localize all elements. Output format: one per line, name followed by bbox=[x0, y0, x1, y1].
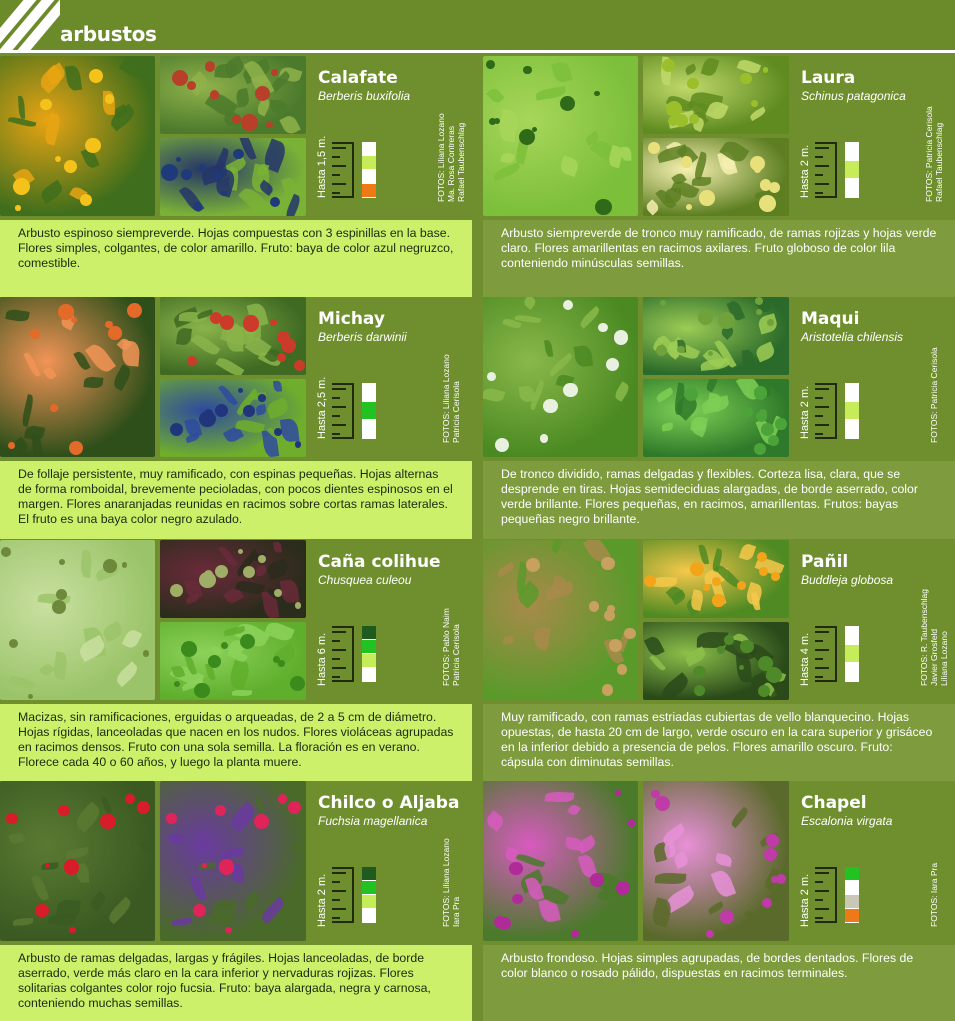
photo-credit-line: Rafael Taubenschlag bbox=[934, 122, 944, 202]
plant-photo-detail-1 bbox=[160, 56, 306, 134]
height-scale-segment bbox=[362, 654, 376, 667]
photo-credit-line: FOTOS: Liliana Lozano bbox=[441, 354, 451, 443]
photo-credit-line: FOTOS: Patricia Cerisola bbox=[924, 106, 934, 202]
height-scale-segment bbox=[845, 142, 859, 160]
plant-description: Macizas, sin ramificaciones, erguidas o arqueadas, de 2 a 5 cm de diámetro. Hojas rígidas, lanceoladas que nacen en los nudos. Flores violáceas agrupadas en racimos densos. Fruto con una sola semilla. La floración es en verano. Florece cada 40 o 60 años, y luego la planta muere. bbox=[0, 704, 472, 782]
plant-photo-detail-1 bbox=[160, 297, 306, 375]
plant-photos-panel bbox=[0, 56, 472, 220]
plant-photo-detail-2 bbox=[643, 379, 789, 457]
photo-credits bbox=[929, 347, 939, 443]
plant-scientific-name: Buddleja globosa bbox=[801, 573, 894, 587]
height-scale-segment bbox=[845, 161, 859, 179]
photo-credits bbox=[436, 113, 466, 202]
plant-info bbox=[795, 297, 955, 461]
photo-credit-line: FOTOS: Liliana Lozano bbox=[441, 838, 451, 927]
height-scale-segment bbox=[845, 626, 859, 644]
stripes-logo-icon bbox=[0, 0, 60, 52]
section-title: arbustos bbox=[60, 22, 157, 46]
plant-photo-detail-1 bbox=[643, 540, 789, 618]
plant-photo-main bbox=[483, 56, 638, 216]
plant-common-name: Calafate bbox=[318, 68, 398, 88]
height-scale-segment bbox=[362, 626, 376, 639]
height-scale-segment bbox=[362, 668, 376, 681]
height-scale-segment bbox=[362, 420, 376, 438]
plant-photo-main bbox=[0, 56, 155, 216]
height-scale-bar bbox=[845, 626, 859, 682]
section-header bbox=[0, 0, 955, 52]
height-scale-segment bbox=[362, 142, 376, 155]
photo-credit-line: Ma. Rosa Contreras bbox=[446, 125, 456, 202]
photo-credit-line: Patricia Cerisola bbox=[451, 624, 461, 686]
plant-info bbox=[312, 540, 472, 704]
plant-photo-main bbox=[0, 781, 155, 941]
plant-photos-panel bbox=[0, 781, 472, 945]
plant-photo-detail-2 bbox=[643, 622, 789, 700]
plant-scientific-name: Schinus patagonica bbox=[801, 89, 906, 103]
height-ruler-icon bbox=[815, 383, 837, 439]
plant-info bbox=[795, 56, 955, 220]
plant-photo-detail-1 bbox=[160, 540, 306, 618]
height-scale-segment bbox=[845, 179, 859, 197]
plant-scientific-name: Aristotelia chilensis bbox=[801, 330, 904, 344]
photo-credit-line: Patricia Cerisola bbox=[451, 381, 461, 443]
photo-credits bbox=[441, 838, 461, 927]
plant-info bbox=[312, 297, 472, 461]
height-ruler-icon bbox=[332, 867, 354, 923]
plant-scientific-name: Fuchsia magellanica bbox=[318, 814, 428, 828]
photo-credits bbox=[919, 589, 949, 686]
height-scale-segment bbox=[362, 640, 376, 653]
plant-common-name: Michay bbox=[318, 309, 385, 329]
plant-info bbox=[312, 781, 472, 945]
height-scale-segment bbox=[845, 881, 859, 894]
height-scale-segment bbox=[845, 645, 859, 663]
photo-credit-line: Liliana Lozano bbox=[939, 631, 949, 686]
plant-height-label: Hasta 1,5 m. bbox=[316, 135, 328, 198]
photo-credits bbox=[924, 106, 944, 202]
height-scale-bar bbox=[362, 383, 376, 439]
plant-photos-panel bbox=[483, 540, 955, 704]
height-scale-segment bbox=[362, 184, 376, 197]
height-ruler-icon bbox=[332, 626, 354, 682]
height-scale-segment bbox=[362, 881, 376, 894]
photo-credit-line: FOTOS: Iara Pra bbox=[929, 862, 939, 927]
photo-credits bbox=[441, 354, 461, 443]
plant-height-label: Hasta 4 m. bbox=[799, 632, 811, 686]
photo-credits bbox=[441, 608, 461, 686]
plant-height-label: Hasta 2 m. bbox=[799, 144, 811, 198]
height-ruler-icon bbox=[815, 142, 837, 198]
height-ruler-icon bbox=[332, 383, 354, 439]
plant-photo-detail-2 bbox=[643, 138, 789, 216]
plant-photo-main bbox=[483, 540, 638, 700]
plant-photo-main bbox=[483, 781, 638, 941]
plant-photo-main bbox=[0, 297, 155, 457]
photo-credit-line: FOTOS: Liliana Lozano bbox=[436, 113, 446, 202]
plant-common-name: Laura bbox=[801, 68, 856, 88]
plant-common-name: Maqui bbox=[801, 309, 860, 329]
plant-height-label: Hasta 2 m. bbox=[799, 873, 811, 927]
height-scale-bar bbox=[362, 867, 376, 923]
plant-info bbox=[795, 540, 955, 704]
plant-height-label: Hasta 2 m. bbox=[799, 385, 811, 439]
height-ruler-icon bbox=[815, 867, 837, 923]
plant-photo-detail-2 bbox=[160, 138, 306, 216]
height-scale-bar bbox=[845, 383, 859, 439]
height-scale-segment bbox=[845, 895, 859, 908]
plant-photo-detail-1 bbox=[643, 781, 789, 941]
plant-photo-main bbox=[0, 540, 155, 700]
plant-photo-detail-2 bbox=[160, 379, 306, 457]
height-scale-segment bbox=[362, 867, 376, 880]
height-ruler-icon bbox=[332, 142, 354, 198]
height-scale-segment bbox=[845, 402, 859, 420]
plant-photo-detail-1 bbox=[643, 56, 789, 134]
plant-photo-detail-1 bbox=[643, 297, 789, 375]
plant-description: De tronco dividido, ramas delgadas y flexibles. Corteza lisa, clara, que se desprende en tiras. Hojas semideciduas alargadas, de borde aserrado, color verde brillante. Flores pequeñas, en racimos, amarillentas. Frutos: bayas pequeñas negro brillante. bbox=[483, 461, 955, 539]
height-scale-segment bbox=[362, 156, 376, 169]
plant-info bbox=[312, 56, 472, 220]
plant-photos-panel bbox=[0, 297, 472, 461]
height-scale-segment bbox=[362, 402, 376, 420]
plant-scientific-name: Escalonia virgata bbox=[801, 814, 893, 828]
plant-description: Arbusto frondoso. Hojas simples agrupadas, de bordes dentados. Flores de color blanco o rosado pálido, dispuestas en racimos terminales. bbox=[483, 945, 955, 1021]
plant-height-label: Hasta 6 m. bbox=[316, 632, 328, 686]
plant-photos-panel bbox=[0, 540, 472, 704]
height-scale-segment bbox=[362, 383, 376, 401]
plant-height-label: Hasta 2,5 m. bbox=[316, 376, 328, 439]
plant-common-name: Caña colihue bbox=[318, 552, 441, 572]
plant-description: Arbusto siempreverde de tronco muy ramificado, de ramas rojizas y hojas verde claro. Flores amarillentas en racimos axilares. Fruto globoso de color lila conteniendo minúsculas semillas. bbox=[483, 220, 955, 298]
plant-scientific-name: Berberis darwinii bbox=[318, 330, 407, 344]
plant-description: Muy ramificado, con ramas estriadas cubiertas de vello blanquecino. Hojas opuestas, de hasta 20 cm de largo, verde oscuro en la cara superior y grisáceo en la inferior debido a presencia de pelos. Flores amarillo oscuro. Fruto: cápsula con diminutas semillas. bbox=[483, 704, 955, 782]
plant-height-label: Hasta 2 m. bbox=[316, 873, 328, 927]
photo-credit-line: Javier Grosfeld bbox=[929, 628, 939, 686]
plant-photos-panel bbox=[483, 781, 955, 945]
height-scale-bar bbox=[362, 626, 376, 682]
height-scale-bar bbox=[845, 142, 859, 198]
plant-scientific-name: Berberis buxifolia bbox=[318, 89, 411, 103]
plant-photos-panel bbox=[483, 56, 955, 220]
plant-description: Arbusto espinoso siempreverde. Hojas compuestas con 3 espinillas en la base. Flores simples, colgantes, de color amarillo. Fruto: baya de color azul negruzco, comestible. bbox=[0, 220, 472, 298]
photo-credit-line: FOTOS: Patricia Cerisola bbox=[929, 347, 939, 443]
plant-info bbox=[795, 781, 955, 945]
header-divider bbox=[0, 50, 955, 53]
plant-description: Arbusto de ramas delgadas, largas y frágiles. Hojas lanceoladas, de borde aserrado, verde más claro en la cara inferior y nervaduras rojizas. Flores solitarias colgantes color rojo fucsia. Fruto: baya alargada, negra y carnosa, conteniendo muchas semillas. bbox=[0, 945, 472, 1021]
height-scale-segment bbox=[362, 895, 376, 908]
height-scale-segment bbox=[845, 909, 859, 922]
photo-credit-line: Rafael Taubenschlag bbox=[456, 122, 466, 202]
plant-photo-detail-2 bbox=[160, 622, 306, 700]
photo-credit-line: Iara Pra bbox=[451, 896, 461, 927]
height-scale-segment bbox=[845, 420, 859, 438]
height-scale-bar bbox=[845, 867, 859, 923]
plant-common-name: Chilco o Aljaba bbox=[318, 793, 460, 813]
height-scale-segment bbox=[845, 383, 859, 401]
photo-credit-line: FOTOS: R. Taubenschlag bbox=[919, 588, 929, 686]
plant-common-name: Chapel bbox=[801, 793, 867, 813]
height-scale-segment bbox=[362, 909, 376, 922]
plant-photo-main bbox=[483, 297, 638, 457]
height-scale-segment bbox=[845, 663, 859, 681]
plant-photo-detail-1 bbox=[160, 781, 306, 941]
height-scale-segment bbox=[362, 170, 376, 183]
plant-description: De follaje persistente, muy ramificado, con espinas pequeñas. Hojas alternas de forma romboidal, brevemente pecioladas, con pocos dientes espinosos en el margen. Flores anaranjadas reunidas en racimos sobre cortas ramas laterales. El fruto es una baya color negro azulado. bbox=[0, 461, 472, 539]
photo-credits bbox=[929, 863, 939, 927]
height-ruler-icon bbox=[815, 626, 837, 682]
height-scale-segment bbox=[845, 867, 859, 880]
plant-photos-panel bbox=[483, 297, 955, 461]
height-scale-bar bbox=[362, 142, 376, 198]
photo-credit-line: FOTOS: Pablo Naim bbox=[441, 608, 451, 686]
plant-common-name: Pañil bbox=[801, 552, 849, 572]
plant-scientific-name: Chusquea culeou bbox=[318, 573, 412, 587]
